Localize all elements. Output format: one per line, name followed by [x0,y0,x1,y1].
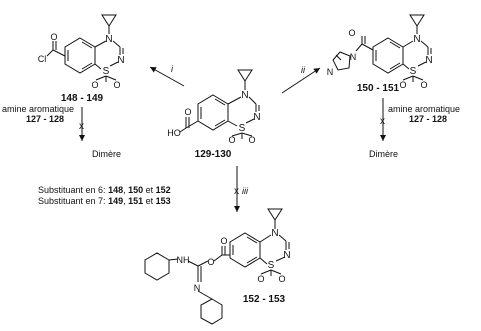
compound-label: 152 - 153 [242,294,286,305]
atom-o: O [420,80,428,90]
compound-129-130 [167,70,260,160]
reagent-ii: ii [301,65,305,75]
atom-o: O [50,32,58,42]
amine-left-text: amine aromatique [2,104,75,114]
atom-o: O [220,236,228,246]
atom-n: N [105,34,113,45]
amine-left-range: 127 - 128 [26,114,65,124]
atom-o: O [184,107,192,117]
compound-label: 150 - 151 [356,83,400,94]
atom-n: N [349,52,357,62]
atom-o: O [399,80,407,90]
substituent-note-6: Substituant en 6: 148, 150 et 152 [38,185,171,195]
atom-o: O [248,135,256,145]
atom-n: N [241,90,249,101]
amine-right-range: 127 - 128 [409,114,448,124]
compound-152-153 [145,209,291,324]
atom-n: N [193,283,201,293]
atom-o: O [207,257,215,267]
failed-marker: x [380,116,385,127]
dimer-left: Dimère [92,149,122,159]
atom-o: O [113,80,121,90]
atom-o: O [257,274,265,284]
dimer-right: Dimère [369,149,399,159]
compound-150-151 [327,15,433,94]
reagent-iii: iii [242,186,248,196]
compound-148-149 [38,15,125,104]
atom-o: O [348,28,356,38]
atom-n: N [253,112,261,123]
atom-ho: HO [167,128,181,138]
atom-nh: NH [176,255,190,265]
atom-cl: Cl [37,54,47,64]
compound-label: 129-130 [194,149,232,160]
arrow-step-i [150,67,184,86]
atom-n: N [271,228,279,239]
atom-o: O [91,80,99,90]
atom-n: N [283,250,291,261]
atom-o: O [278,274,286,284]
atom-n: N [117,55,125,66]
compound-label: 148 - 149 [60,93,104,104]
atom-n: N [413,34,421,45]
substituent-note-7: Substituant en 7: 149, 151 et 153 [38,196,171,206]
atom-s: S [409,66,417,77]
atom-s: S [102,66,110,77]
atom-s: S [238,123,246,134]
reagent-i: i [171,64,173,74]
atom-s: S [267,260,275,271]
atom-o: O [228,135,236,145]
failed-marker: x [234,186,239,197]
amine-right-text: amine aromatique [388,104,461,114]
atom-n: N [326,67,334,77]
failed-marker: x [79,121,84,132]
atom-n: N [425,55,433,66]
